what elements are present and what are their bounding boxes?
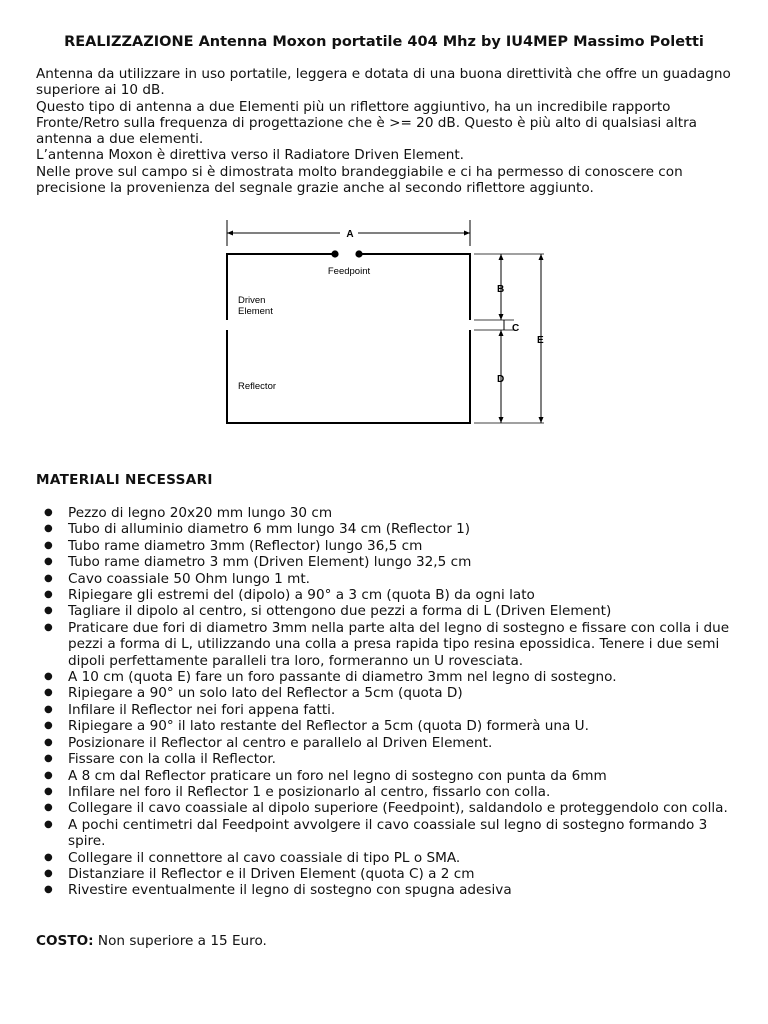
list-item-text: Fissare con la colla il Reflector.: [68, 751, 277, 768]
intro-paragraph: L’antenna Moxon è direttiva verso il Radiatore Driven Element.: [36, 147, 465, 164]
dimension-a-arrow-left: [227, 231, 233, 236]
label-driven-line2: Element: [238, 306, 273, 317]
label-a: A: [346, 229, 354, 240]
bullet-icon: ●: [44, 621, 53, 633]
list-item: [36, 800, 736, 816]
list-item-text: Infilare il Reflector nei fori appena fatti.: [68, 701, 336, 718]
dimension-e-arrow-top: [539, 254, 544, 260]
dimension-e-arrow-bottom: [539, 417, 544, 423]
list-item: [36, 784, 736, 800]
bullet-icon: ●: [44, 605, 53, 617]
list-item: [36, 882, 736, 898]
bullet-icon: ●: [44, 851, 53, 863]
materials-list: [36, 505, 736, 899]
list-item-text: A pochi centimetri dal Feedpoint avvolgere il cavo coassiale sul legno di sostegno formando 3 spire.: [68, 816, 708, 850]
bullet-icon: ●: [44, 687, 53, 699]
dimension-b-arrow-bottom: [499, 314, 504, 320]
label-c: C: [512, 323, 520, 334]
label-e: E: [537, 335, 544, 346]
list-item-text: A 8 cm dal Reflector praticare un foro nel legno di sostegno con punta da 6mm: [68, 767, 607, 784]
list-item: [36, 735, 736, 751]
list-item: [36, 702, 736, 718]
bullet-icon: ●: [44, 556, 53, 568]
bullet-icon: ●: [44, 802, 53, 814]
label-b: B: [497, 284, 505, 295]
driven-element-right: [360, 254, 470, 320]
list-item-text: Cavo coassiale 50 Ohm lungo 1 mt.: [68, 570, 310, 587]
list-item-text: Infilare nel foro il Reflector 1 e posizionarlo al centro, fissarlo con colla.: [68, 783, 551, 800]
bullet-icon: ●: [44, 523, 53, 535]
list-item-text: Collegare il connettore al cavo coassiale di tipo PL o SMA.: [68, 849, 461, 866]
list-item-text: Rivestire eventualmente il legno di sostegno con spugna adesiva: [68, 882, 512, 899]
dimension-d-arrow-bottom: [499, 417, 504, 423]
label-d: D: [497, 374, 505, 385]
feedpoint-left-dot: [331, 250, 338, 257]
dimension-a-arrow-right: [464, 231, 470, 236]
cost-line: [36, 933, 267, 949]
list-item: [36, 768, 736, 784]
bullet-icon: ●: [44, 867, 53, 879]
list-item-text: Ripiegare a 90° un solo lato del Reflector a 5cm (quota D): [68, 685, 463, 702]
label-feedpoint: Feedpoint: [327, 266, 371, 277]
list-item: [36, 620, 736, 669]
list-item: [36, 866, 736, 882]
intro-paragraph: Questo tipo di antenna a due Elementi più un riflettore aggiuntivo, ha un incredibile rapporto Fronte/Retro sulla frequenza di progettazione che è >= 20 dB. Questo è più alto di qualsiasi altra antenna a due elementi.: [36, 98, 698, 148]
bullet-icon: ●: [44, 753, 53, 765]
list-item-text: Tubo rame diametro 3mm (Reflector) lungo 36,5 cm: [68, 537, 423, 554]
list-item-text: Praticare due fori di diametro 3mm nella parte alta del legno di sostegno e fissare con colla i due pezzi a forma di L, utilizzando una colla a presa rapida tipo resina epossidica. Tenere i due semi dipoli perfettamente paralleli tra loro, formeranno un U rovesciata.: [68, 619, 730, 669]
list-item-text: Tubo di alluminio diametro 6 mm lungo 34 cm (Reflector 1): [68, 521, 471, 538]
list-item-text: Distanziare il Reflector e il Driven Element (quota C) a 2 cm: [68, 865, 475, 882]
bullet-icon: ●: [44, 671, 53, 683]
intro-text: [36, 66, 736, 196]
list-item: [36, 521, 736, 537]
materials-heading: MATERIALI NECESSARI: [36, 472, 213, 488]
list-item-text: Tagliare il dipolo al centro, si ottengono due pezzi a forma di L (Driven Element): [68, 603, 612, 620]
cost-value: Non superiore a 15 Euro.: [93, 933, 267, 949]
list-item-text: Collegare il cavo coassiale al dipolo superiore (Feedpoint), saldandolo e proteggendolo con colla.: [68, 800, 728, 817]
bullet-icon: ●: [44, 539, 53, 551]
list-item: [36, 751, 736, 767]
list-item: [36, 685, 736, 701]
list-item-text: Ripiegare a 90° il lato restante del Reflector a 5cm (quota D) formerà una U.: [68, 718, 589, 735]
bullet-icon: ●: [44, 703, 53, 715]
list-item: [36, 554, 736, 570]
intro-paragraph: Nelle prove sul campo si è dimostrata molto brandeggiabile e ci ha permesso di conoscere con precisione la provenienza del segnale grazie anche al secondo riflettore aggiunto.: [36, 163, 683, 197]
bullet-icon: ●: [44, 507, 53, 518]
dimension-d-arrow-top: [499, 330, 504, 336]
list-item-text: Pezzo di legno 20x20 mm lungo 30 cm: [68, 505, 333, 521]
bullet-icon: ●: [44, 736, 53, 748]
label-driven-line1: Driven: [238, 295, 266, 306]
bullet-icon: ●: [44, 589, 53, 601]
list-item-text: Tubo rame diametro 3 mm (Driven Element) lungo 32,5 cm: [68, 554, 472, 571]
feedpoint-right-dot: [355, 250, 362, 257]
label-reflector: Reflector: [238, 381, 277, 392]
bullet-icon: ●: [44, 818, 53, 830]
list-item: [36, 538, 736, 554]
bullet-icon: ●: [44, 720, 53, 732]
reflector-element: [227, 330, 470, 423]
list-item: [36, 603, 736, 619]
list-item-text: A 10 cm (quota E) fare un foro passante di diametro 3mm nel legno di sostegno.: [68, 669, 617, 686]
bullet-icon: ●: [44, 572, 53, 584]
document-title: REALIZZAZIONE Antenna Moxon portatile 404 Mhz by IU4MEP Massimo Poletti: [64, 34, 704, 50]
bullet-icon: ●: [44, 785, 53, 797]
list-item: [36, 587, 736, 603]
list-item: [36, 505, 736, 521]
moxon-antenna-diagram: [222, 218, 562, 430]
list-item: [36, 718, 736, 734]
intro-paragraph: Antenna da utilizzare in uso portatile, leggera e dotata di una buona direttività che offre un guadagno superiore ai 10 dB.: [36, 66, 731, 99]
list-item: [36, 817, 736, 850]
dimension-b-arrow-top: [499, 254, 504, 260]
list-item: [36, 571, 736, 587]
cost-label: COSTO:: [36, 933, 94, 949]
bullet-icon: ●: [44, 884, 53, 896]
list-item: [36, 669, 736, 685]
list-item-text: Posizionare il Reflector al centro e parallelo al Driven Element.: [68, 734, 493, 751]
list-item-text: Ripiegare gli estremi del (dipolo) a 90° a 3 cm (quota B) da ogni lato: [68, 587, 535, 604]
bullet-icon: ●: [44, 769, 53, 781]
list-item: [36, 850, 736, 866]
